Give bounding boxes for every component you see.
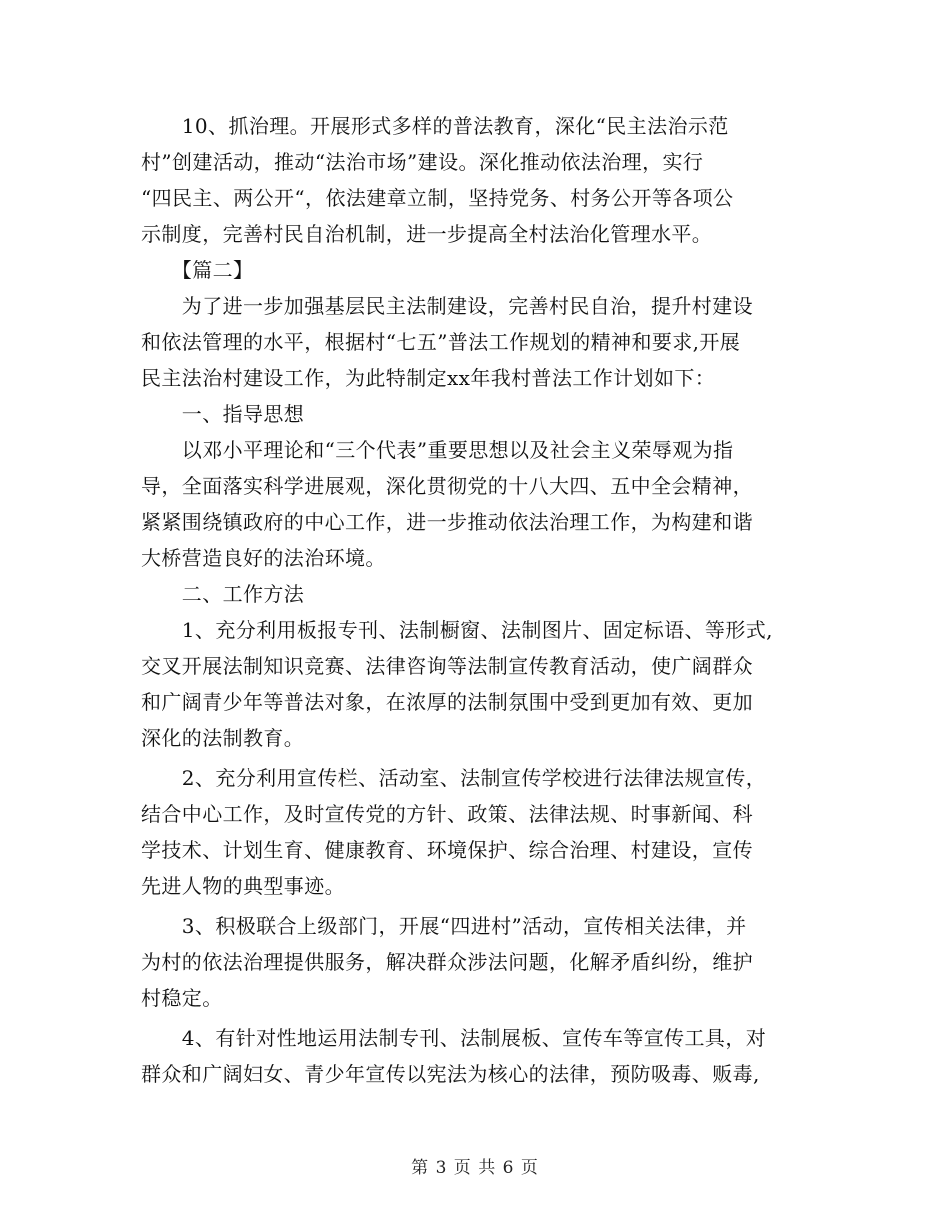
text-line: 3、积极联合上级部门，开展“四进村”活动，宣传相关法律，并 — [141, 914, 747, 938]
text-line: 以邓小平理论和“三个代表”重要思想以及社会主义荣辱观为指 — [141, 438, 734, 462]
text-line: 群众和广阔妇女、青少年宣传以宪法为核心的法律，预防吸毒、贩毒, — [141, 1062, 760, 1086]
text-line: 和依法管理的水平，根据村“七五”普法工作规划的精神和要求,开展 — [141, 330, 741, 354]
section-heading: 二、工作方法 — [141, 582, 305, 606]
text-line: 示制度，完善村民自治机制，进一步提高全村法治化管理水平。 — [141, 222, 713, 246]
section-heading: 【篇二】 — [141, 258, 254, 282]
document-body — [141, 108, 821, 1092]
text-line: 10、抓治理。开展形式多样的普法教育，深化“民主法治示范 — [141, 114, 729, 138]
text-line: 交叉开展法制知识竞赛、法律咨询等法制宣传教育活动，使广阔群众 — [141, 654, 753, 678]
page-number-footer: 第 3 页 共 6 页 — [411, 1158, 539, 1178]
text-line: 结合中心工作，及时宣传党的方针、政策、法律法规、时事新闻、科 — [141, 802, 753, 826]
text-line: 导，全面落实科学进展观，深化贯彻党的十八大四、五中全会精神， — [141, 474, 753, 498]
text-line: 村”创建活动，推动“法治市场”建设。深化推动依法治理，实行 — [141, 150, 704, 174]
text-line: 为村的依法治理提供服务，解决群众涉法问题，化解矛盾纠纷，维护 — [141, 950, 753, 974]
text-line: 紧紧围绕镇政府的中心工作，进一步推动依法治理工作，为构建和谐 — [141, 510, 753, 534]
text-line: 1、充分利用板报专刊、法制橱窗、法制图片、固定标语、等形式, — [141, 618, 773, 642]
text-line: 学技术、计划生育、健康教育、环境保护、综合治理、村建设，宣传 — [141, 838, 753, 862]
text-line: 先进人物的典型事迹。 — [141, 874, 345, 898]
text-line: 为了进一步加强基层民主法制建设，完善村民自治，提升村建设 — [141, 294, 753, 318]
text-line: 民主法治村建设工作，为此特制定xx年我村普法工作计划如下： — [141, 366, 716, 390]
text-line: 深化的法制教育。 — [141, 726, 305, 750]
text-line: 2、充分利用宣传栏、活动室、法制宣传学校进行法律法规宣传， — [141, 766, 767, 790]
text-line: 和广阔青少年等普法对象，在浓厚的法制氛围中受到更加有效、更加 — [141, 690, 753, 714]
text-line: 大桥营造良好的法治环境。 — [141, 546, 386, 570]
text-line: “四民主、两公开“，依法建章立制，坚持党务、村务公开等各项公 — [141, 186, 734, 210]
text-line: 村稳定。 — [141, 986, 223, 1010]
section-heading: 一、指导思想 — [141, 402, 305, 426]
text-line: 4、有针对性地运用法制专刊、法制展板、宣传车等宣传工具，对 — [141, 1026, 767, 1050]
